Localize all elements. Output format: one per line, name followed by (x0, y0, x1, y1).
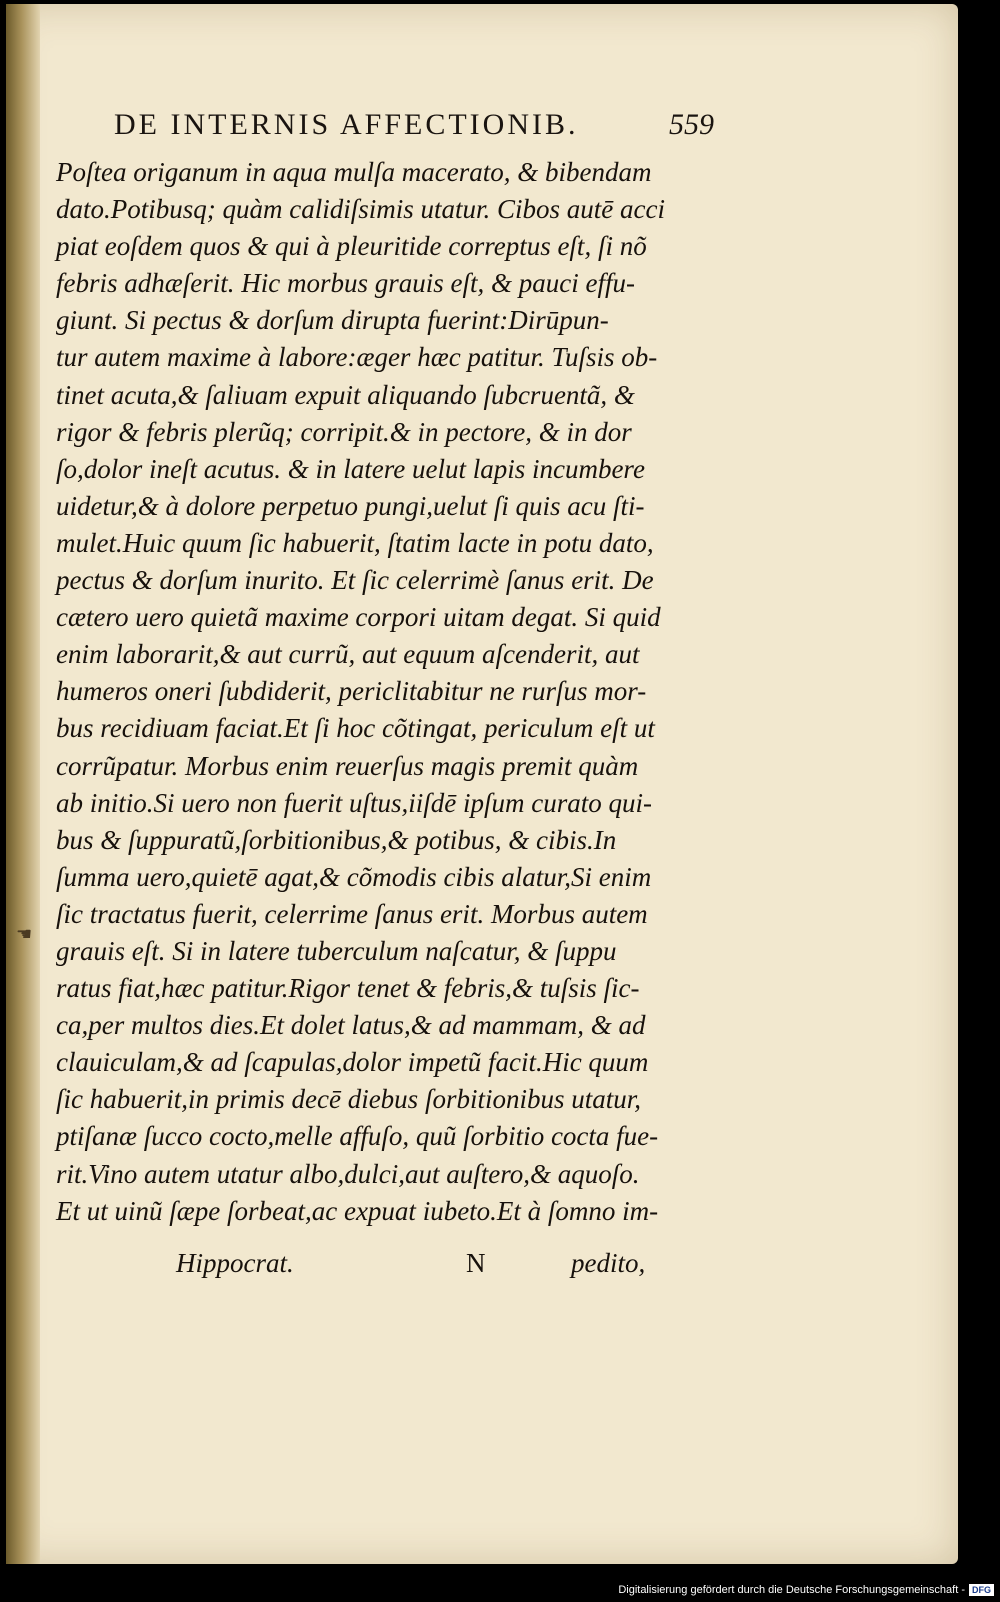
text-line: piat eoſdem quos & qui à pleuritide correptus eſt, ſi nõ (56, 231, 647, 262)
digitization-notice (618, 1584, 994, 1596)
text-line: tur autem maxime à labore:æger hæc patitur. Tuſsis ob- (56, 342, 658, 373)
text-line: dato.Potibusq; quàm calidiſsimis utatur. Cibos autē acci (56, 194, 665, 225)
text-line: humeros oneri ſubdiderit, periclitabitur ne rurſus mor- (56, 676, 647, 707)
text-line: enim laborarit,& aut currũ, aut equum aſcenderit, aut (56, 639, 640, 670)
running-title: DE INTERNIS AFFECTIONIB. (114, 108, 579, 141)
text-line: bus & ſuppuratũ,ſorbitionibus,& potibus, & cibis.In (56, 824, 617, 855)
page-gutter (6, 4, 40, 1564)
text-line: giunt. Si pectus & dorſum dirupta fuerint:Dirūpun- (56, 305, 609, 336)
text-line: ſic tractatus fuerit, celerrime ſanus erit. Morbus autem (56, 898, 648, 929)
text-line: rigor & febris plerũq; corripit.& in pectore, & in dor (56, 416, 632, 447)
text-line: ſo,dolor ineſt acutus. & in latere uelut lapis incumbere (56, 453, 645, 484)
text-line: uidetur,& à dolore perpetuo pungi,uelut ſi quis acu ſti- (56, 490, 645, 521)
page-header (114, 108, 714, 142)
text-line: bus recidiuam faciat.Et ſi hoc cõtingat, periculum eſt ut (56, 713, 655, 744)
text-line: rit.Vino autem utatur albo,dulci,aut auſtero,& aquoſo. (56, 1158, 640, 1189)
text-line: cætero uero quietã maxime corpori uitam degat. Si quid (56, 602, 661, 633)
signature-mark: N (466, 1248, 486, 1278)
text-line: febris adhæſerit. Hic morbus grauis eſt, & pauci effu- (56, 268, 635, 299)
book-page (6, 4, 958, 1564)
text-line: ptiſanæ ſucco cocto,melle affuſo, quũ ſorbitio cocta fue- (56, 1121, 659, 1152)
text-line: mulet.Huic quum ſic habuerit, ſtatim lacte in potu dato, (56, 527, 654, 558)
text-line: ab initio.Si uero non fuerit uſtus,iiſdē ipſum curato qui- (56, 787, 652, 818)
text-line: ſic habuerit,in primis decē diebus ſorbitionibus utatur, (56, 1084, 641, 1115)
text-line: grauis eſt. Si in latere tuberculum naſcatur, & ſuppu (56, 935, 617, 966)
text-line: clauiculam,& ad ſcapulas,dolor impetũ facit.Hic quum (56, 1047, 649, 1078)
catchword: pedito, (571, 1248, 646, 1278)
page-number: 559 (669, 108, 714, 141)
text-line: ratus fiat,hæc patitur.Rigor tenet & febris,& tuſsis ſic- (56, 973, 640, 1004)
text-line: Et ut uinũ ſæpe ſorbeat,ac expuat iubeto.Et à ſomno im- (56, 1195, 659, 1226)
text-line: ſumma uero,quietē agat,& cõmodis cibis alatur,Si enim (56, 861, 652, 892)
text-line: ca,per multos dies.Et dolet latus,& ad mammam, & ad (56, 1010, 646, 1041)
notice-text: Digitalisierung gefördert durch die Deutsche Forschungsgemeinschaft - (618, 1584, 965, 1596)
body-text (56, 154, 716, 1230)
signature-text: Hippocrat. (176, 1248, 294, 1278)
dfg-logo: DFG (969, 1584, 994, 1596)
margin-pointer-icon: ☚ (16, 924, 33, 944)
text-line: pectus & dorſum inurito. Et ſic celerrimè ſanus erit. De (56, 565, 654, 596)
text-line: corrũpatur. Morbus enim reuerſus magis premit quàm (56, 750, 639, 781)
text-line: tinet acuta,& ſaliuam expuit aliquando ſubcruentã, & (56, 379, 635, 410)
text-line: Poſtea origanum in aqua mulſa macerato, & bibendam (56, 157, 652, 187)
